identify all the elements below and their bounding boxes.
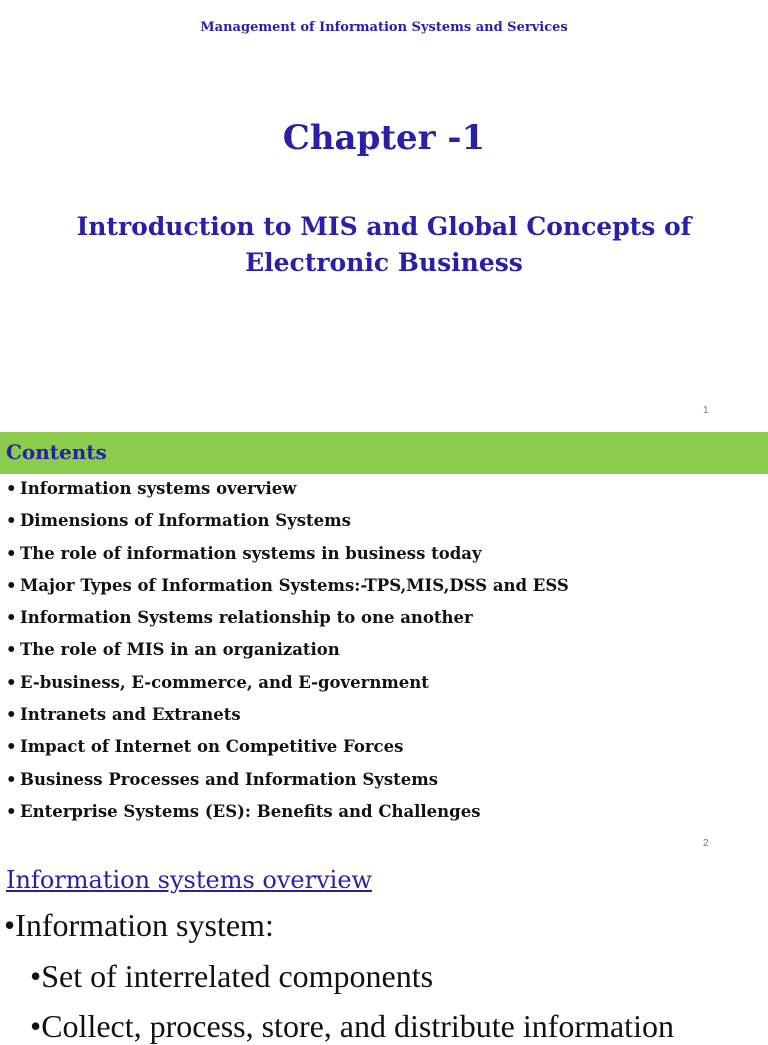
course-header: Management of Information Systems and Services [200, 20, 568, 35]
bullet: • [6, 801, 17, 821]
chapter-title: Chapter -1 [282, 118, 486, 158]
bullet: • [6, 672, 17, 692]
slide-1 [0, 0, 768, 432]
list-item-label: Information systems overview [20, 479, 297, 498]
list-item [6, 477, 569, 509]
list-item [6, 574, 569, 606]
list-item [6, 703, 569, 735]
slide-3 [0, 852, 768, 1044]
chapter-subtitle: Introduction to MIS and Global Concepts of Electronic Business [76, 212, 692, 277]
list-item-label: The role of information systems in business today [20, 543, 482, 563]
section-heading: Information systems overview [6, 866, 373, 894]
bullet: • [6, 543, 17, 563]
list-item-label: Dimensions of Information Systems [20, 511, 351, 531]
list-item-label: Intranets and Extranets [20, 705, 241, 725]
bullet: • [6, 511, 17, 531]
list-item-label: Business Processes and Information Systems [20, 769, 439, 789]
contents-header-bar [0, 432, 768, 474]
list-item [6, 768, 569, 800]
bullet: • [6, 737, 17, 757]
list-item-label: The role of MIS in an organization [20, 640, 340, 660]
page-number: 2 [703, 838, 709, 849]
list-item [6, 606, 569, 638]
page-number: 1 [703, 405, 709, 416]
list-item [6, 509, 569, 541]
list-item-label: Major Types of Information Systems:-TPS,MIS,DSS and ESS [20, 575, 569, 595]
list-item-label: Information Systems relationship to one another [20, 608, 473, 628]
bullet-line: •Set of interrelated components [30, 958, 434, 994]
contents-title: Contents [6, 440, 107, 464]
bullet-line: •Information system: [4, 907, 274, 943]
list-item [6, 735, 569, 767]
contents-list [6, 477, 569, 832]
list-item [6, 671, 569, 703]
bullet-line: •Collect, process, store, and distribute information [30, 1008, 674, 1044]
bullet: • [6, 575, 17, 595]
bullet: • [6, 769, 17, 789]
list-item-label: E-business, E-commerce, and E-government [20, 672, 429, 692]
list-item [6, 800, 569, 832]
bullet: • [6, 479, 17, 498]
list-item [6, 638, 569, 670]
list-item-label: Impact of Internet on Competitive Forces [20, 737, 404, 757]
bullet: • [6, 705, 17, 725]
list-item [6, 542, 569, 574]
slide-2 [0, 432, 768, 852]
list-item-label: Enterprise Systems (ES): Benefits and Challenges [20, 801, 481, 821]
bullet: • [6, 640, 17, 660]
bullet: • [6, 608, 17, 628]
